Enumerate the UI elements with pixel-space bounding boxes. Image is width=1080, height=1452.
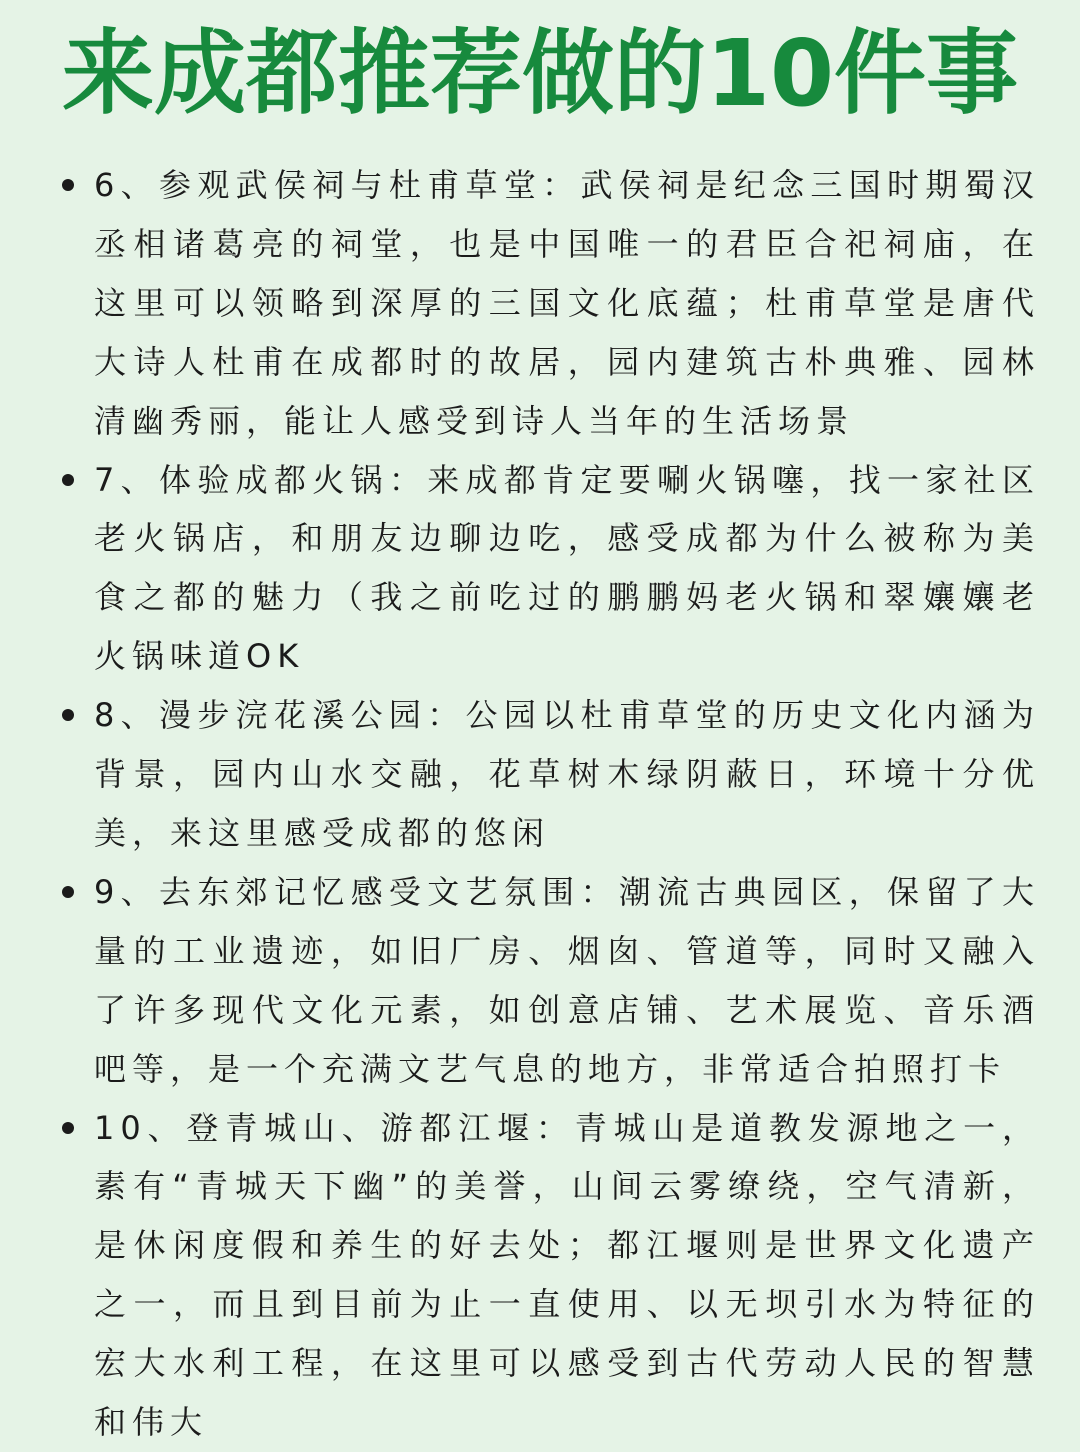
bullet-icon	[62, 474, 74, 486]
bullet-icon	[62, 1122, 74, 1134]
list-item	[0, 686, 1080, 863]
list-item-text: 6、参观武侯祠与杜甫草堂：武侯祠是纪念三国时期蜀汉丞相诸葛亮的祠堂，也是中国唯一的君臣合祀祠庙，在这里可以领略到深厚的三国文化底蕴；杜甫草堂是唐代大诗人杜甫在成都时的故居，园内建筑古朴典雅、园林清幽秀丽，能让人感受到诗人当年的生活场景	[94, 166, 1040, 440]
list-item-text: 7、体验成都火锅：来成都肯定要唰火锅噻，找一家社区老火锅店，和朋友边聊边吃，感受成都为什么被称为美食之都的魅力（我之前吃过的鹏鹏妈老火锅和翠孃孃老火锅味道OK	[94, 460, 1040, 676]
list-item	[0, 1099, 1080, 1452]
list-item-text: 8、漫步浣花溪公园：公园以杜甫草堂的历史文化内涵为背景，园内山水交融，花草树木绿阴蔽日，环境十分优美，来这里感受成都的悠闲	[94, 696, 1040, 852]
bullet-icon	[62, 709, 74, 721]
list-item	[0, 156, 1080, 451]
bullet-icon	[62, 179, 74, 191]
list-item-text: 9、去东郊记忆感受文艺氛围：潮流古典园区，保留了大量的工业遗迹，如旧厂房、烟囱、管道等，同时又融入了许多现代文化元素，如创意店铺、艺术展览、音乐酒吧等，是一个充满文艺气息的地方，非常适合拍照打卡	[94, 872, 1040, 1088]
recommendation-list	[0, 156, 1080, 1452]
bullet-icon	[62, 886, 74, 898]
list-item-text: 10、登青城山、游都江堰：青城山是道教发源地之一，素有“青城天下幽”的美誉，山间云雾缭绕，空气清新，是休闲度假和养生的好去处；都江堰则是世界文化遗产之一，而且到目前为止一直使用、以无坝引水为特征的宏大水利工程，在这里可以感受到古代劳动人民的智慧和伟大	[94, 1108, 1040, 1442]
list-item	[0, 451, 1080, 687]
page-title: 来成都推荐做的10件事	[61, 20, 1019, 127]
list-item	[0, 863, 1080, 1099]
